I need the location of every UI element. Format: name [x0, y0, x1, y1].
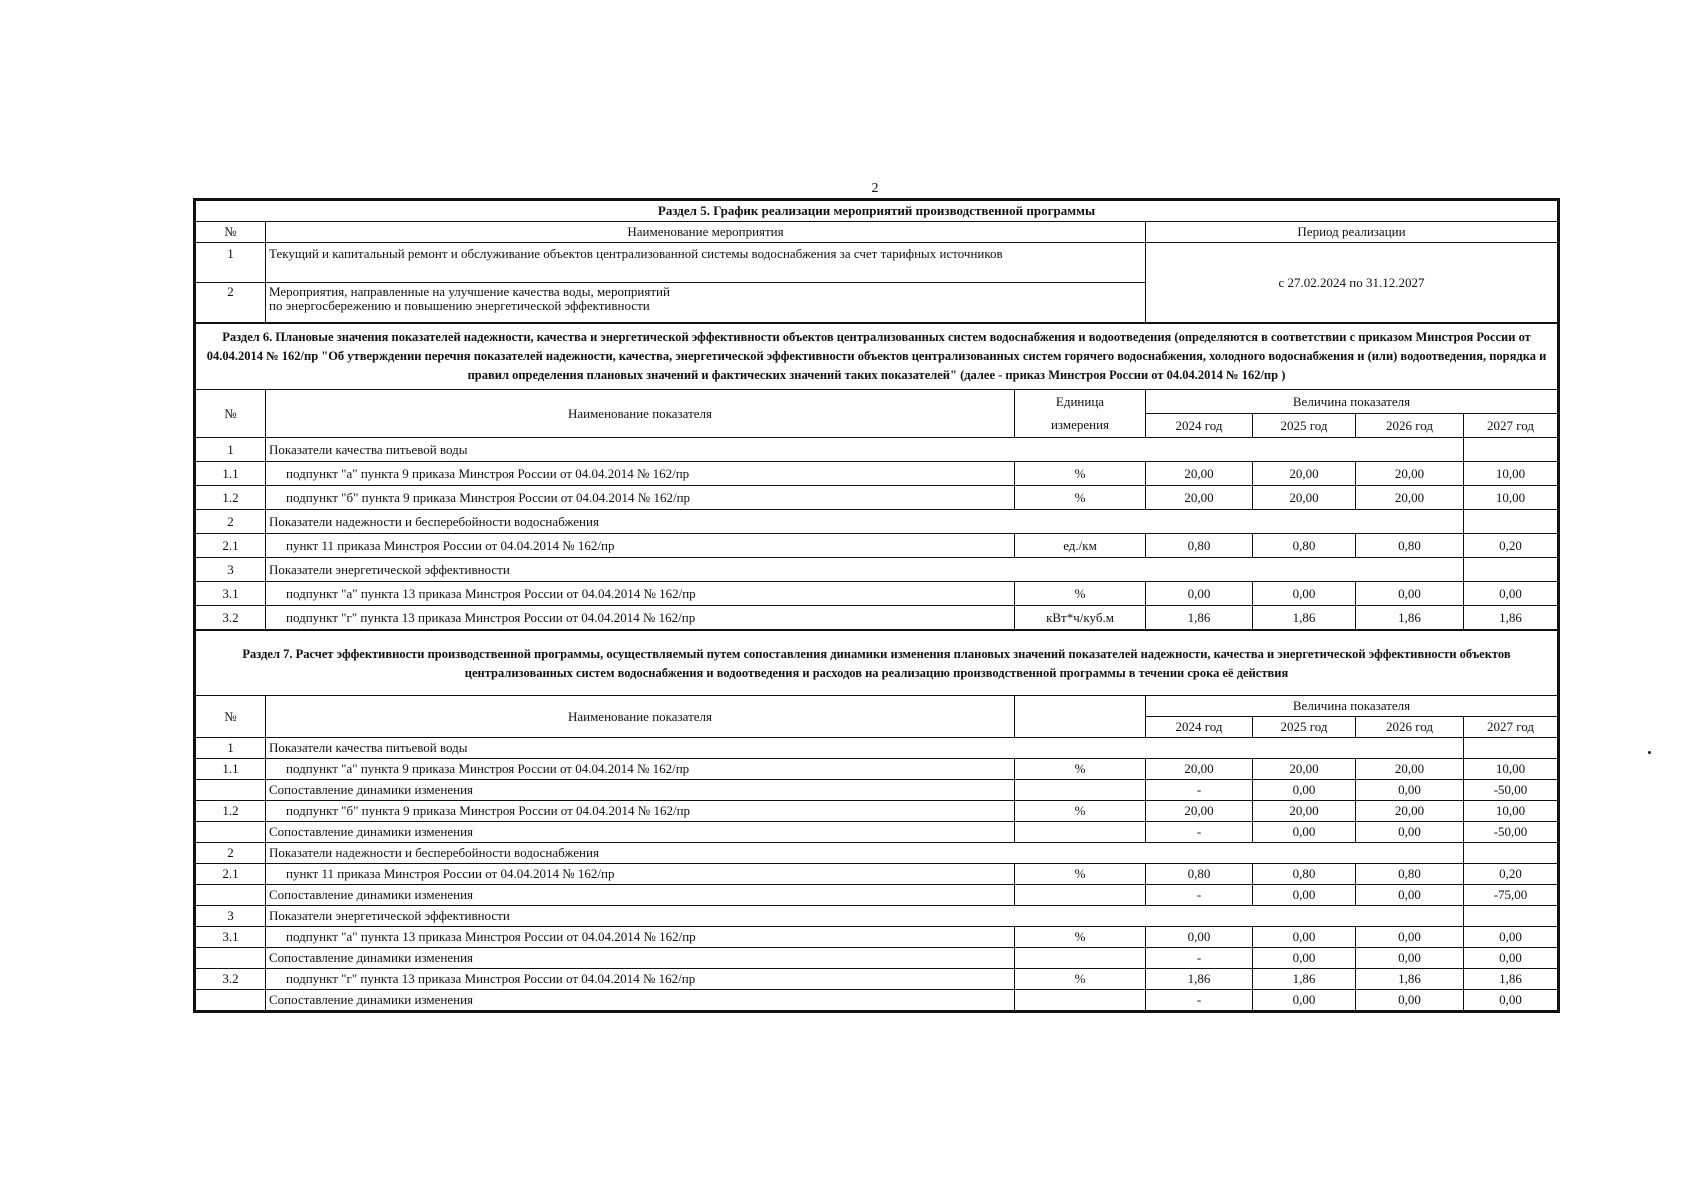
- section7-item-value: 1,86: [1253, 969, 1356, 990]
- section7-comparison-value: -75,00: [1464, 885, 1558, 906]
- section6-item-unit: %: [1015, 582, 1146, 606]
- section6-year-2025: 2025 год: [1253, 414, 1356, 438]
- section6-item-name: подпункт "б" пункта 9 приказа Минстроя России от 04.04.2014 № 162/пр: [266, 486, 1015, 510]
- section5-row1-num: 1: [196, 243, 266, 283]
- section7-comparison-label: Сопоставление динамики изменения: [266, 780, 1015, 801]
- section5-table: [195, 200, 1558, 323]
- section5-row2-name-line2: по энергосбережению и повышению энергетической эффективности: [269, 298, 650, 313]
- section7-item-name: подпункт "б" пункта 9 приказа Минстроя России от 04.04.2014 № 162/пр: [266, 801, 1015, 822]
- section6-header-value: Величина показателя: [1146, 390, 1558, 414]
- section7-item-num: 3.1: [196, 927, 266, 948]
- section6-empty-cell: [1464, 510, 1558, 534]
- section5-title: Раздел 5. График реализации мероприятий производственной программы: [196, 201, 1558, 222]
- section7-header-value: Величина показателя: [1146, 696, 1558, 717]
- section6-item-value: 0,80: [1146, 534, 1253, 558]
- section7-comparison-value: 0,00: [1253, 822, 1356, 843]
- section6-item-unit: %: [1015, 462, 1146, 486]
- section6-item-value: 10,00: [1464, 486, 1558, 510]
- section6-item-value: 1,86: [1464, 606, 1558, 630]
- section7-comparison-value: 0,00: [1356, 780, 1464, 801]
- page-number: 2: [871, 181, 879, 196]
- section7-item-value: 1,86: [1356, 969, 1464, 990]
- section7-item-num: 2.1: [196, 864, 266, 885]
- section6-item-num: 3.1: [196, 582, 266, 606]
- section7-year-2027: 2027 год: [1464, 717, 1558, 738]
- section7-group-name: Показатели надежности и бесперебойности водоснабжения: [266, 843, 1464, 864]
- section7-comparison-label: Сопоставление динамики изменения: [266, 948, 1015, 969]
- section7-item-num: 1.2: [196, 801, 266, 822]
- section7-item-unit: %: [1015, 864, 1146, 885]
- section7-item-value: 0,20: [1464, 864, 1558, 885]
- section6-group-num: 3: [196, 558, 266, 582]
- section7-item-value: 0,00: [1356, 927, 1464, 948]
- section6-item-num: 2.1: [196, 534, 266, 558]
- section7-year-2024: 2024 год: [1146, 717, 1253, 738]
- section7-item-value: 20,00: [1356, 759, 1464, 780]
- section7-empty-num: [196, 780, 266, 801]
- document-tables: [193, 198, 1560, 1013]
- section7-item-name: подпункт "а" пункта 13 приказа Минстроя России от 04.04.2014 № 162/пр: [266, 927, 1015, 948]
- section7-item-value: 0,80: [1146, 864, 1253, 885]
- section6-table: [195, 323, 1558, 630]
- section7-item-value: 0,00: [1253, 927, 1356, 948]
- section6-item-value: 20,00: [1356, 462, 1464, 486]
- section7-group-name: Показатели энергетической эффективности: [266, 906, 1464, 927]
- section5-row1-name: Текущий и капитальный ремонт и обслуживание объектов централизованной системы водоснабжения за счет тарифных источников: [266, 243, 1146, 283]
- section7-item-unit: %: [1015, 759, 1146, 780]
- section7-comparison-value: 0,00: [1253, 990, 1356, 1011]
- section6-item-value: 0,20: [1464, 534, 1558, 558]
- section7-comparison-value: 0,00: [1464, 990, 1558, 1011]
- section7-item-name: пункт 11 приказа Минстроя России от 04.04.2014 № 162/пр: [266, 864, 1015, 885]
- section6-year-2024: 2024 год: [1146, 414, 1253, 438]
- section5-header-period: Период реализации: [1146, 222, 1558, 243]
- section6-item-value: 0,00: [1464, 582, 1558, 606]
- section7-comparison-value: 0,00: [1356, 885, 1464, 906]
- section7-empty-num: [196, 822, 266, 843]
- section5-period-value: с 27.02.2024 по 31.12.2027: [1146, 243, 1558, 323]
- section6-item-value: 0,00: [1146, 582, 1253, 606]
- section6-item-value: 0,80: [1356, 534, 1464, 558]
- section7-comparison-label: Сопоставление динамики изменения: [266, 990, 1015, 1011]
- section6-group-name: Показатели качества питьевой воды: [266, 438, 1464, 462]
- section7-comparison-label: Сопоставление динамики изменения: [266, 822, 1015, 843]
- section7-comparison-value: 0,00: [1356, 948, 1464, 969]
- section6-item-num: 1.1: [196, 462, 266, 486]
- section7-group-num: 1: [196, 738, 266, 759]
- section6-item-value: 0,80: [1253, 534, 1356, 558]
- section7-comparison-value: 0,00: [1253, 885, 1356, 906]
- section7-comparison-value: -: [1146, 780, 1253, 801]
- section7-empty-unit: [1015, 885, 1146, 906]
- section6-header-unit-line2: измерения: [1015, 414, 1146, 438]
- section6-item-value: 10,00: [1464, 462, 1558, 486]
- section6-item-unit: %: [1015, 486, 1146, 510]
- section6-item-name: пункт 11 приказа Минстроя России от 04.04.2014 № 162/пр: [266, 534, 1015, 558]
- section6-item-value: 20,00: [1253, 486, 1356, 510]
- section7-item-value: 0,80: [1356, 864, 1464, 885]
- section7-empty-cell: [1464, 738, 1558, 759]
- section6-item-value: 20,00: [1356, 486, 1464, 510]
- section5-row2-name: [266, 283, 1146, 323]
- section7-comparison-value: -50,00: [1464, 822, 1558, 843]
- section6-item-value: 0,00: [1356, 582, 1464, 606]
- section7-group-num: 3: [196, 906, 266, 927]
- section7-item-value: 20,00: [1253, 759, 1356, 780]
- section7-comparison-value: 0,00: [1356, 990, 1464, 1011]
- section7-empty-unit: [1015, 990, 1146, 1011]
- section6-header-num: №: [196, 390, 266, 438]
- section7-comparison-value: -: [1146, 822, 1253, 843]
- section6-header-name: Наименование показателя: [266, 390, 1015, 438]
- section7-item-name: подпункт "г" пункта 13 приказа Минстроя России от 04.04.2014 № 162/пр: [266, 969, 1015, 990]
- section7-empty-cell: [1464, 843, 1558, 864]
- section6-item-value: 1,86: [1356, 606, 1464, 630]
- section7-title: Раздел 7. Расчет эффективности производственной программы, осуществляемый путем сопоставления динамики изменения плановых значений показателей надежности, качества и энергетической эффективности объектов централизованных систем водоснабжения и водоотведения и расходов на реализацию производственной программы в течении срока её действия: [196, 631, 1558, 696]
- section7-header-name: Наименование показателя: [266, 696, 1015, 738]
- section7-item-unit: %: [1015, 969, 1146, 990]
- section6-item-value: 1,86: [1146, 606, 1253, 630]
- section6-group-num: 2: [196, 510, 266, 534]
- section7-item-num: 3.2: [196, 969, 266, 990]
- section7-table: [195, 630, 1558, 1011]
- section7-item-value: 0,00: [1464, 927, 1558, 948]
- section6-item-name: подпункт "г" пункта 13 приказа Минстроя России от 04.04.2014 № 162/пр: [266, 606, 1015, 630]
- section6-item-value: 20,00: [1146, 486, 1253, 510]
- section7-comparison-label: Сопоставление динамики изменения: [266, 885, 1015, 906]
- section5-header-name: Наименование мероприятия: [266, 222, 1146, 243]
- section6-item-unit: ед./км: [1015, 534, 1146, 558]
- section6-item-value: 0,00: [1253, 582, 1356, 606]
- section6-item-num: 1.2: [196, 486, 266, 510]
- section7-empty-num: [196, 885, 266, 906]
- section7-item-value: 20,00: [1146, 759, 1253, 780]
- section6-item-name: подпункт "а" пункта 13 приказа Минстроя России от 04.04.2014 № 162/пр: [266, 582, 1015, 606]
- section7-item-value: 0,80: [1253, 864, 1356, 885]
- section7-group-num: 2: [196, 843, 266, 864]
- section7-item-value: 20,00: [1356, 801, 1464, 822]
- section6-empty-cell: [1464, 438, 1558, 462]
- section7-comparison-value: -50,00: [1464, 780, 1558, 801]
- section7-empty-num: [196, 990, 266, 1011]
- section7-year-2026: 2026 год: [1356, 717, 1464, 738]
- section7-comparison-value: 0,00: [1253, 948, 1356, 969]
- section7-item-unit: %: [1015, 801, 1146, 822]
- section6-item-num: 3.2: [196, 606, 266, 630]
- section6-item-name: подпункт "а" пункта 9 приказа Минстроя России от 04.04.2014 № 162/пр: [266, 462, 1015, 486]
- section7-comparison-value: -: [1146, 948, 1253, 969]
- section7-item-num: 1.1: [196, 759, 266, 780]
- section7-empty-unit: [1015, 822, 1146, 843]
- section7-group-name: Показатели качества питьевой воды: [266, 738, 1464, 759]
- section7-header-unit-empty: [1015, 696, 1146, 738]
- section6-group-name: Показатели надежности и бесперебойности водоснабжения: [266, 510, 1464, 534]
- section7-item-unit: %: [1015, 927, 1146, 948]
- section6-title: Раздел 6. Плановые значения показателей надежности, качества и энергетической эффективности объектов централизованных систем водоснабжения и водоотведения (определяются в соответствии с приказом Минстроя России от 04.04.2014 № 162/пр "Об утверждении перечня показателей надежности, качества, энергетической эффективности объектов централизованных систем горячего водоснабжения, холодного водоснабжения и (или) водоотведения, порядка и правил определения плановых значений и фактических значений таких показателей" (далее - приказ Минстроя России от 04.04.2014 № 162/пр ): [196, 324, 1558, 390]
- section6-item-value: 20,00: [1146, 462, 1253, 486]
- section7-item-value: 20,00: [1146, 801, 1253, 822]
- section5-row2-name-line1: Мероприятия, направленные на улучшение качества воды, мероприятий: [269, 284, 670, 299]
- section7-empty-cell: [1464, 906, 1558, 927]
- section7-empty-unit: [1015, 780, 1146, 801]
- section5-header-num: №: [196, 222, 266, 243]
- scan-dot: [1648, 751, 1651, 754]
- section6-year-2026: 2026 год: [1356, 414, 1464, 438]
- section7-empty-num: [196, 948, 266, 969]
- section7-comparison-value: -: [1146, 885, 1253, 906]
- section7-item-value: 10,00: [1464, 801, 1558, 822]
- section7-item-name: подпункт "а" пункта 9 приказа Минстроя России от 04.04.2014 № 162/пр: [266, 759, 1015, 780]
- section7-comparison-value: 0,00: [1464, 948, 1558, 969]
- section7-item-value: 0,00: [1146, 927, 1253, 948]
- section5-row2-num: 2: [196, 283, 266, 323]
- section7-item-value: 10,00: [1464, 759, 1558, 780]
- section6-group-num: 1: [196, 438, 266, 462]
- section7-empty-unit: [1015, 948, 1146, 969]
- section7-item-value: 1,86: [1146, 969, 1253, 990]
- section7-comparison-value: -: [1146, 990, 1253, 1011]
- section7-comparison-value: 0,00: [1253, 780, 1356, 801]
- section7-year-2025: 2025 год: [1253, 717, 1356, 738]
- section6-header-unit-line1: Единица: [1015, 390, 1146, 414]
- section7-item-value: 1,86: [1464, 969, 1558, 990]
- section6-group-name: Показатели энергетической эффективности: [266, 558, 1464, 582]
- section6-year-2027: 2027 год: [1464, 414, 1558, 438]
- section7-comparison-value: 0,00: [1356, 822, 1464, 843]
- section7-item-value: 20,00: [1253, 801, 1356, 822]
- section6-empty-cell: [1464, 558, 1558, 582]
- section6-item-value: 20,00: [1253, 462, 1356, 486]
- section6-item-unit: кВт*ч/куб.м: [1015, 606, 1146, 630]
- section7-header-num: №: [196, 696, 266, 738]
- section6-item-value: 1,86: [1253, 606, 1356, 630]
